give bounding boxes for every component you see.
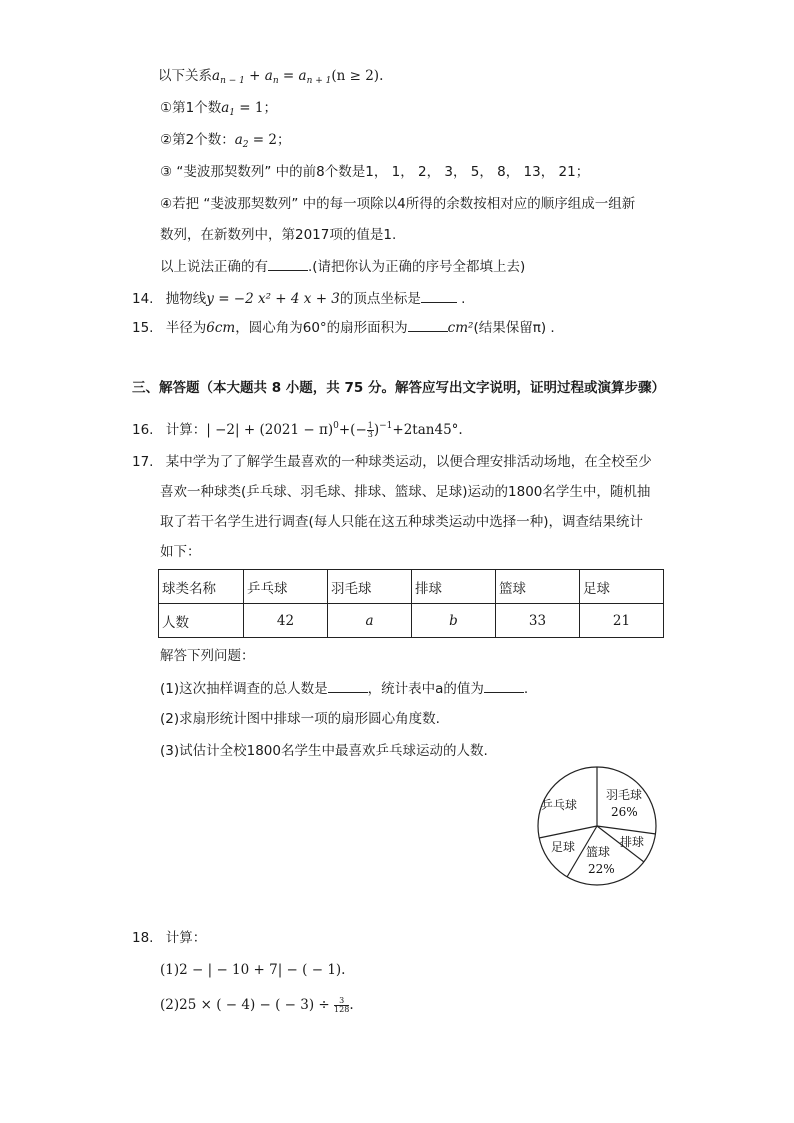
table-cell: 42 [244, 604, 328, 638]
q15: 15. 半径为6cm，圆心角为60°的扇形面积为 cm²(结果保留π) . [132, 317, 555, 338]
q13-statement-4-cont: 数列，在新数列中，第2017项的值是1. [160, 227, 397, 243]
table-cell: 21 [580, 604, 664, 638]
stats-table [158, 569, 664, 638]
question-number: 18. [132, 930, 154, 946]
answer-blank[interactable] [484, 678, 524, 693]
q13-statement-1: ①第1个数$a_1 = 1$； [160, 100, 277, 118]
table-cell: b [412, 604, 496, 638]
q17-answer-intro: 解答下列问题： [160, 648, 255, 664]
table-cell: a [328, 604, 412, 638]
table-header-cell: 球类名称 [159, 570, 244, 604]
q17-para-2: 喜欢一种球类(乒乓球、羽毛球、排球、篮球、足球)运动的1800名学生中，随机抽 [160, 484, 651, 500]
answer-blank[interactable] [421, 288, 457, 303]
table-header-cell: 乒乓球 [244, 570, 328, 604]
q17: 17. 某中学为了了解学生最喜欢的一种球类运动，以便合理安排活动场地，在全校至少 [132, 454, 652, 470]
table-header-cell: 篮球 [496, 570, 580, 604]
q17-sub-1: (1)这次抽样调查的总人数是 ，统计表中a的值为 . [160, 678, 528, 699]
q16: 16. 计算：| $-2| + (2021 - \pi)^0+(-$ $\frac{1}{3}$ )$^{-1}$+2tan45°. [132, 421, 463, 439]
q13-statement-2: ②第2个数：$a_2 = 2$； [160, 132, 291, 150]
pie-label-badminton: 羽毛球 [606, 788, 643, 802]
q18-expr-2: (2)25 × ( − 4) − ( − 3) ÷ $\frac{3}{128}$ . [160, 996, 354, 1014]
answer-blank[interactable] [268, 256, 308, 271]
recurrence-formula: $a_{n - 1} + a_n = a_{n + 1}$ [212, 68, 332, 86]
pie-label-pingpong: 乒乓球 [541, 798, 578, 812]
table-cell: 人数 [159, 604, 244, 638]
question-number: 17. [132, 454, 154, 470]
answer-blank[interactable] [328, 678, 368, 693]
expression: | $-2| + (2021 - \pi)^0+(-$ $\frac{1}{3}$ )$^{-1}$+2tan45°. [206, 421, 463, 439]
q18-expr-1: (1)2 − | − 10 + 7| − ( − 1). [160, 962, 346, 978]
q17-sub-2: (2)求扇形统计图中排球一项的扇形圆心角度数. [160, 711, 440, 727]
q14: 14. 抛物线y = −2 x² + 4 x + 3的顶点坐标是 . [132, 288, 465, 309]
pie-label-basketball: 篮球 [586, 845, 611, 859]
table-row [159, 604, 664, 638]
section-title: 三、解答题（本大题共 8 小题，共 75 分。解答应写出文字说明，证明过程或演算步骤） [132, 380, 665, 396]
q13-question: 以上说法正确的有 .(请把你认为正确的序号全都填上去) [160, 256, 525, 277]
pie-pct-badminton: 26% [611, 805, 638, 819]
question-number: 15. [132, 320, 154, 336]
q13-statement-4: ④若把 “斐波那契数列” 中的每一项除以4所得的余数按相对应的顺序组成一组新 [160, 196, 636, 212]
table-cell: 33 [496, 604, 580, 638]
table-header-cell: 排球 [412, 570, 496, 604]
q18: 18. 计算： [132, 930, 207, 946]
q17-para-3: 取了若干名学生进行调查(每人只能在这五种球类运动中选择一种)，调查结果统计 [160, 514, 644, 530]
answer-blank[interactable] [408, 317, 448, 332]
q17-para-4: 如下： [160, 544, 201, 560]
q13-statement-3: ③ “斐波那契数列” 中的前8个数是1， 1， 2， 3， 5， 8， 13， 21； [160, 164, 590, 180]
parabola-formula: y = −2 x² + 4 x + 3 [206, 291, 340, 307]
pie-label-football: 足球 [551, 840, 576, 854]
q13-intro: 以下关系$a_{n - 1} + a_n = a_{n + 1}(n \ge 2)$. [158, 68, 384, 86]
question-number: 16. [132, 422, 154, 438]
q17-sub-3: (3)试估计全校1800名学生中最喜欢乒乓球运动的人数. [160, 743, 488, 759]
pie-label-volleyball: 排球 [620, 835, 645, 849]
table-row [159, 570, 664, 604]
pie-pct-basketball: 22% [588, 862, 615, 876]
table-header-cell: 羽毛球 [328, 570, 412, 604]
question-number: 14. [132, 291, 154, 307]
pie-chart [536, 766, 660, 890]
table-header-cell: 足球 [580, 570, 664, 604]
